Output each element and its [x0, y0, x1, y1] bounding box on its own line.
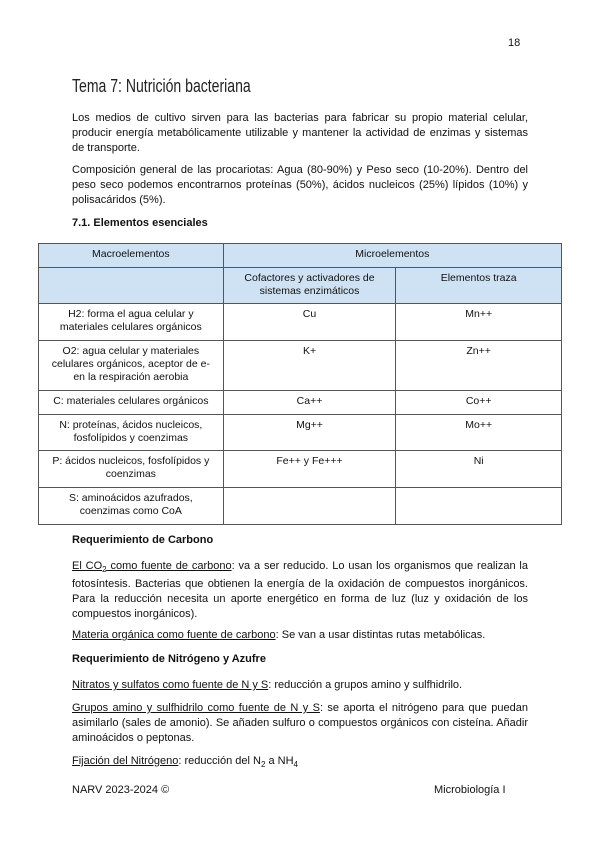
cell: Fe++ y Fe+++: [223, 451, 396, 488]
cell: Co++: [396, 391, 562, 415]
carbon-heading: Requerimiento de Carbono: [72, 534, 214, 546]
cell: Mn++: [396, 304, 562, 341]
table-row: [39, 488, 562, 525]
elements-table: [38, 243, 562, 525]
composition-paragraph: Composición general de las procariotas: Agua (80-90%) y Peso seco (10-20%). Dentro del peso seco podemos encontrarnos proteínas (50%), ácidos nucleicos (25%) lípidos (10%) y polisacáridos (5%).: [72, 164, 528, 206]
page-number: 18: [508, 37, 521, 49]
header-macro: Macroelementos: [39, 244, 224, 268]
table-row: [39, 415, 562, 451]
header-cofactores: Cofactores y activadores de sistemas enzimáticos: [223, 268, 396, 304]
cell: Ni: [396, 451, 562, 488]
organic-paragraph: Materia orgánica como fuente de carbono: Se van a usar distintas rutas metabólicas.: [72, 629, 486, 641]
cell: Cu: [223, 304, 396, 341]
cell: S: aminoácidos azufrados, coenzimas como CoA: [39, 488, 224, 525]
header-micro: Microelementos: [223, 244, 561, 268]
header-traza: Elementos traza: [396, 268, 562, 304]
table-row: [39, 451, 562, 488]
co2-paragraph: El $CO_2$ como fuente de carbono: va a ser reducido. Lo usan los organismos que realizan la fotosíntesis. Bacterias que obtienen la energía de la oxidación de compuestos inorgánicos. Para la reducción necesita un aporte energético en forma de luz (luz y oxidación de los compuestos inorgánicos).: [72, 560, 528, 621]
cell: K+: [223, 341, 396, 391]
cell: N: proteínas, ácidos nucleicos, fosfolípidos y coenzimas: [39, 415, 224, 451]
cell: O2: agua celular y materiales celulares orgánicos, aceptor de e- en la respiración aerobia: [39, 341, 224, 391]
cell: Ca++: [223, 391, 396, 415]
footer-right: Microbiología I: [434, 784, 506, 796]
cell: Zn++: [396, 341, 562, 391]
section-heading: 7.1. Elementos esenciales: [72, 217, 208, 229]
cell: Mg++: [223, 415, 396, 451]
cell: [396, 488, 562, 525]
fixation-paragraph: Fijación del Nitrógeno: reducción del $N_2$ a $NH_4$: [72, 755, 298, 770]
nitrates-paragraph: Nitratos y sulfatos como fuente de N y S: reducción a grupos amino y sulfhidrilo.: [72, 679, 463, 691]
table-row: [39, 304, 562, 341]
cell: H2: forma el agua celular y materiales celulares orgánicos: [39, 304, 224, 341]
cell: [223, 488, 396, 525]
page-title: Tema 7: Nutrición bacteriana: [72, 76, 251, 96]
table-row: [39, 341, 562, 391]
cell: Mo++: [396, 415, 562, 451]
nitrogen-heading: Requerimiento de Nitrógeno y Azufre: [72, 653, 266, 665]
footer-left: NARV 2023-2024 ©: [72, 784, 170, 796]
intro-paragraph: Los medios de cultivo sirven para las bacterias para fabricar su propio material celular, producir energía metabólicamente utilizable y mantener la actividad de enzimas y sistemas de transporte.: [72, 112, 528, 154]
cell: P: ácidos nucleicos, fosfolípidos y coenzimas: [39, 451, 224, 488]
table-row: [39, 391, 562, 415]
cell: C: materiales celulares orgánicos: [39, 391, 224, 415]
amino-paragraph: Grupos amino y sulfhidrilo como fuente de N y S: se aporta el nitrógeno para que puedan asimilarlo (sales de amonio). Se añaden sulfuro o compuestos orgánicos con cisteína. Añadir aminoácidos o peptonas.: [72, 702, 528, 744]
header-empty: [39, 268, 224, 304]
